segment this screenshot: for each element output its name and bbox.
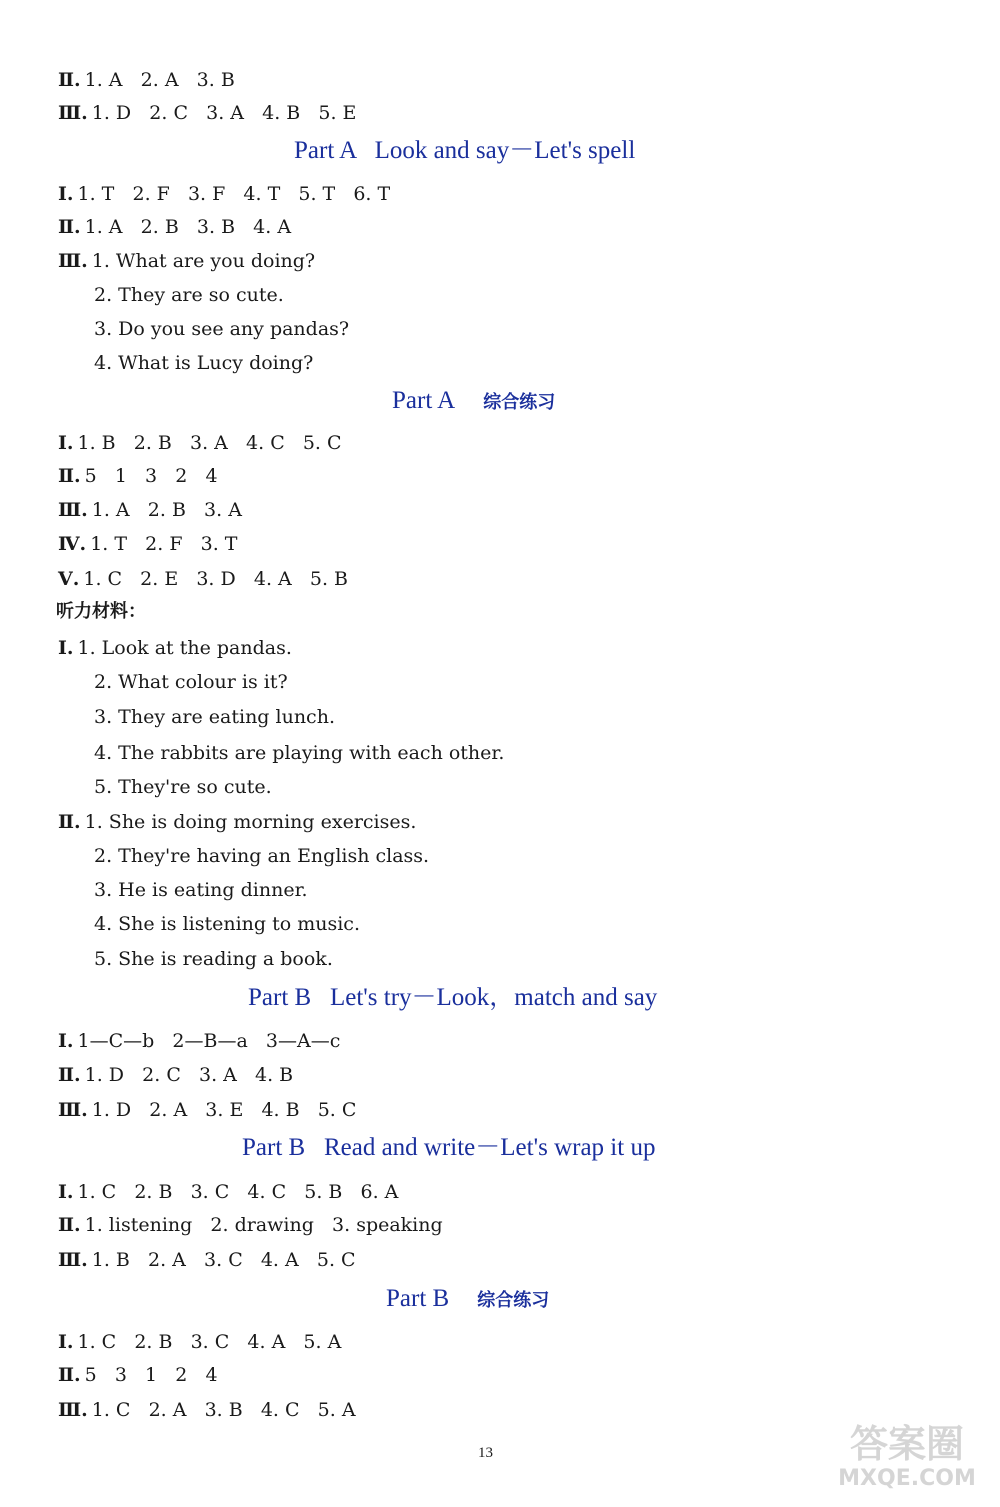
question-number: Ⅰ. (58, 183, 74, 205)
question-number: Ⅰ. (58, 1181, 74, 1203)
answer-text: 1. D 2. C 3. A 4. B (84, 1064, 294, 1086)
question-number: Ⅲ. (58, 102, 88, 124)
answer-line (58, 1098, 356, 1122)
section-heading-text: Part A (392, 387, 456, 414)
answer-text: 1—C—b 2—B—a 3—A—c (77, 1030, 341, 1052)
question-number: Ⅱ. (58, 69, 81, 91)
answer-subline: 2. They are so cute. (94, 284, 284, 306)
answer-line (58, 1029, 340, 1053)
answer-line (58, 1363, 218, 1387)
answer-subline: 3. They are eating lunch. (94, 706, 335, 728)
answer-text: 5 1 3 2 4 (84, 465, 218, 487)
section-heading (386, 1284, 549, 1316)
answer-subline: 4. What is Lucy doing? (94, 352, 314, 374)
question-number: Ⅱ. (58, 465, 81, 487)
answer-subline: 2. They're having an English class. (94, 845, 430, 867)
question-number: Ⅲ. (58, 1249, 88, 1271)
question-number: Ⅰ. (58, 1030, 74, 1052)
question-number: Ⅱ. (58, 216, 81, 238)
section-heading-text: Part A Look and say－Let's spell (294, 137, 636, 164)
section-heading (248, 983, 657, 1013)
answer-text: 1. A 2. A 3. B (84, 69, 235, 91)
answer-line (58, 1330, 341, 1354)
answer-subline: 5. They're so cute. (94, 776, 272, 798)
section-heading-text: Part B Let's try－Look，match and say (248, 984, 658, 1011)
answer-line (58, 498, 242, 522)
answer-line (58, 810, 416, 834)
answer-text: 5 3 1 2 4 (84, 1364, 218, 1386)
answer-text: 1. C 2. B 3. C 4. C 5. B 6. A (77, 1181, 399, 1203)
answer-line (58, 1248, 356, 1272)
question-number: Ⅲ. (58, 499, 88, 521)
answer-line (58, 464, 218, 488)
answer-line (58, 68, 235, 92)
answer-subline: 3. Do you see any pandas? (94, 318, 350, 340)
answer-text: 1. listening 2. drawing 3. speaking (84, 1214, 443, 1236)
answer-text: 1. Look at the pandas. (77, 637, 292, 659)
question-number: Ⅳ. (58, 533, 87, 555)
watermark-logo (832, 1415, 982, 1493)
answer-line (58, 636, 292, 660)
answer-line (58, 1063, 293, 1087)
section-heading (242, 1133, 655, 1163)
answer-line (58, 249, 315, 273)
answer-text: 1. C 2. A 3. B 4. C 5. A (91, 1399, 356, 1421)
question-number: Ⅱ. (58, 811, 81, 833)
question-number: Ⅲ. (58, 250, 88, 272)
answer-text: 1. A 2. B 3. A (91, 499, 242, 521)
section-heading-text: Part B Read and write－Let's wrap it up (242, 1134, 656, 1161)
answer-line (58, 532, 237, 556)
answer-subline: 5. She is reading a book. (94, 948, 333, 970)
question-number: Ⅲ. (58, 1099, 88, 1121)
answer-subline: 2. What colour is it? (94, 671, 288, 693)
answer-text: 1. B 2. A 3. C 4. A 5. C (91, 1249, 356, 1271)
question-number: Ⅱ. (58, 1064, 81, 1086)
answer-text: 1. D 2. A 3. E 4. B 5. C (91, 1099, 357, 1121)
question-number: Ⅲ. (58, 1399, 88, 1421)
section-heading-text: Part B (386, 1285, 450, 1312)
question-number: Ⅰ. (58, 637, 74, 659)
answer-line (58, 1213, 443, 1237)
answer-line (58, 182, 390, 206)
answer-line (58, 567, 348, 591)
answer-text: 1. T 2. F 3. F 4. T 5. T 6. T (77, 183, 391, 205)
section-heading (294, 136, 635, 166)
answer-text: 1. A 2. B 3. B 4. A (84, 216, 292, 238)
answer-subline: 3. He is eating dinner. (94, 879, 308, 901)
answer-text: 1. D 2. C 3. A 4. B 5. E (91, 102, 357, 124)
question-number: Ⅴ. (58, 568, 80, 590)
question-number: Ⅰ. (58, 1331, 74, 1353)
question-number: Ⅱ. (58, 1364, 81, 1386)
answer-line (58, 101, 356, 125)
section-heading (392, 386, 555, 418)
answer-line (58, 1180, 398, 1204)
watermark-url-text: MXQE.COM (838, 1466, 976, 1491)
answer-subline: 4. The rabbits are playing with each other. (94, 742, 505, 764)
answer-text: 1. T 2. F 3. T (90, 533, 238, 555)
watermark-logo-text: 答案圈 (849, 1422, 965, 1466)
page-number: 13 (478, 1445, 493, 1461)
question-number: Ⅰ. (58, 432, 74, 454)
answer-text: 1. What are you doing? (91, 250, 316, 272)
question-number: Ⅱ. (58, 1214, 81, 1236)
answer-line (58, 431, 342, 455)
listening-material-heading: 听力材料： (56, 601, 146, 622)
answer-text: 1. C 2. E 3. D 4. A 5. B (83, 568, 348, 590)
answer-text: 1. C 2. B 3. C 4. A 5. A (77, 1331, 342, 1353)
answer-line (58, 1398, 356, 1422)
section-heading-cn: 综合练习 (483, 392, 556, 413)
answer-subline: 4. She is listening to music. (94, 913, 360, 935)
answer-line (58, 215, 291, 239)
answer-text: 1. B 2. B 3. A 4. C 5. C (77, 432, 342, 454)
answer-text: 1. She is doing morning exercises. (84, 811, 417, 833)
section-heading-cn: 综合练习 (477, 1290, 550, 1311)
